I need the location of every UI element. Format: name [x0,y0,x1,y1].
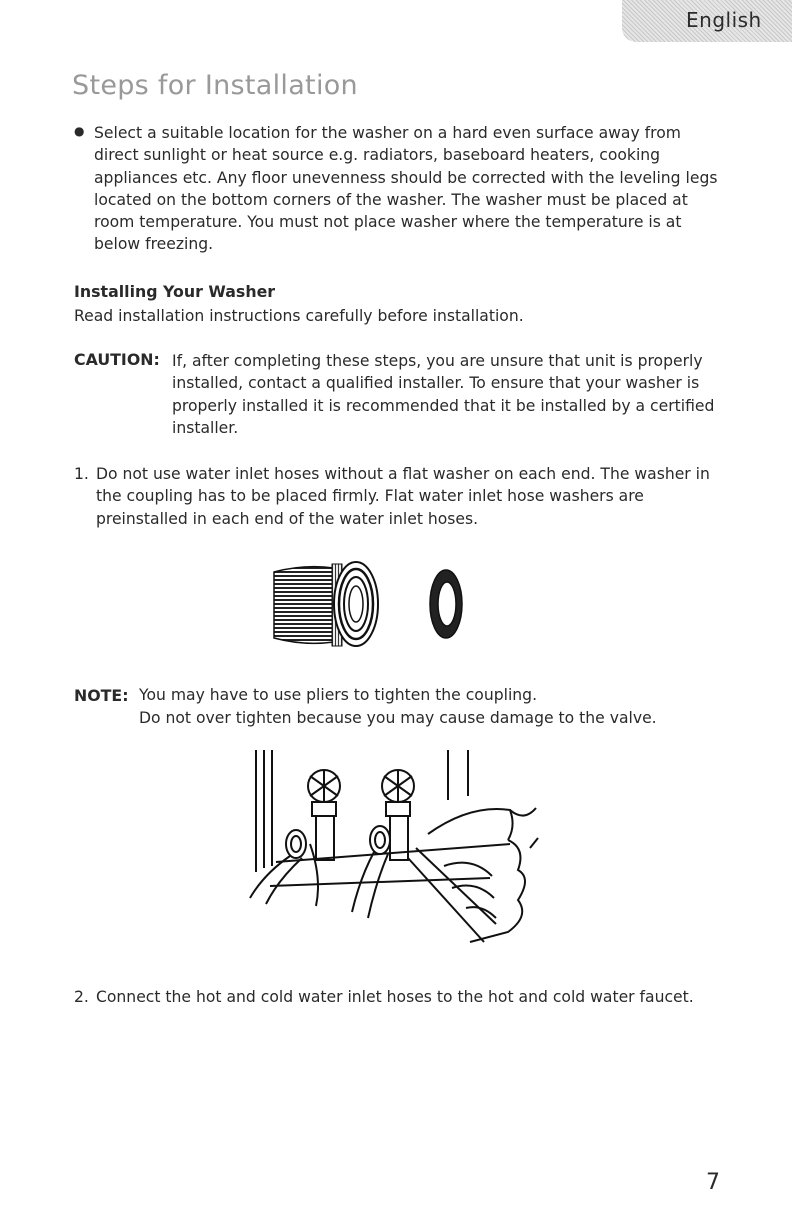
caution-label: CAUTION: [74,350,160,369]
location-bullet-text: Select a suitable location for the washer on a hard even surface away from direct sunlight or heat source e.g. radiators, baseboard heaters, cooking appliances etc. Any floor unevenness should be corrected with the leveling legs located on the bottom corners of the washer. The washer must be placed at room temperature. You must not place washer where the temperature is at below freezing. [94,124,718,254]
caution-text: If, after completing these steps, you are unsure that unit is properly installed, contact a qualified installer. To ensure that your washer is properly installed it is recommended that it be installed by a certified installer. [172,352,715,437]
step-text: Do not use water inlet hoses without a flat washer on each end. The washer in the coupling has to be placed firmly. Flat water inlet hose washers are preinstalled in each end of the water inlet hoses. [96,465,710,528]
step-number: 1. [74,465,89,483]
step-text: Connect the hot and cold water inlet hoses to the hot and cold water faucet. [96,988,694,1006]
note-label: NOTE: [74,686,129,705]
location-bullet [74,122,724,256]
step-1 [74,463,724,530]
faucet-pliers-illustration [240,748,540,946]
installing-body: Read installation instructions carefully before installation. [74,307,524,325]
language-label: English [686,8,762,32]
installing-heading: Installing Your Washer [74,282,276,301]
note-line-1: You may have to use pliers to tighten the coupling. [139,686,538,704]
flat-washer-icon [430,570,462,638]
note-line-2: Do not over tighten because you may cause damage to the valve. [139,709,657,727]
hose-right-icon [352,826,390,918]
page-title: Steps for Installation [72,70,358,101]
step-number: 2. [74,988,89,1006]
hose-left-icon [250,830,318,906]
faucet-left-icon [308,770,340,860]
bullet-dot-icon: ● [74,124,85,138]
hose-coupling-illustration [268,558,480,650]
language-tab [622,0,792,42]
coupling-nut-icon [274,562,378,646]
step-2 [74,986,754,1008]
page-number: 7 [706,1170,720,1195]
hand-with-pliers-icon [408,808,538,942]
